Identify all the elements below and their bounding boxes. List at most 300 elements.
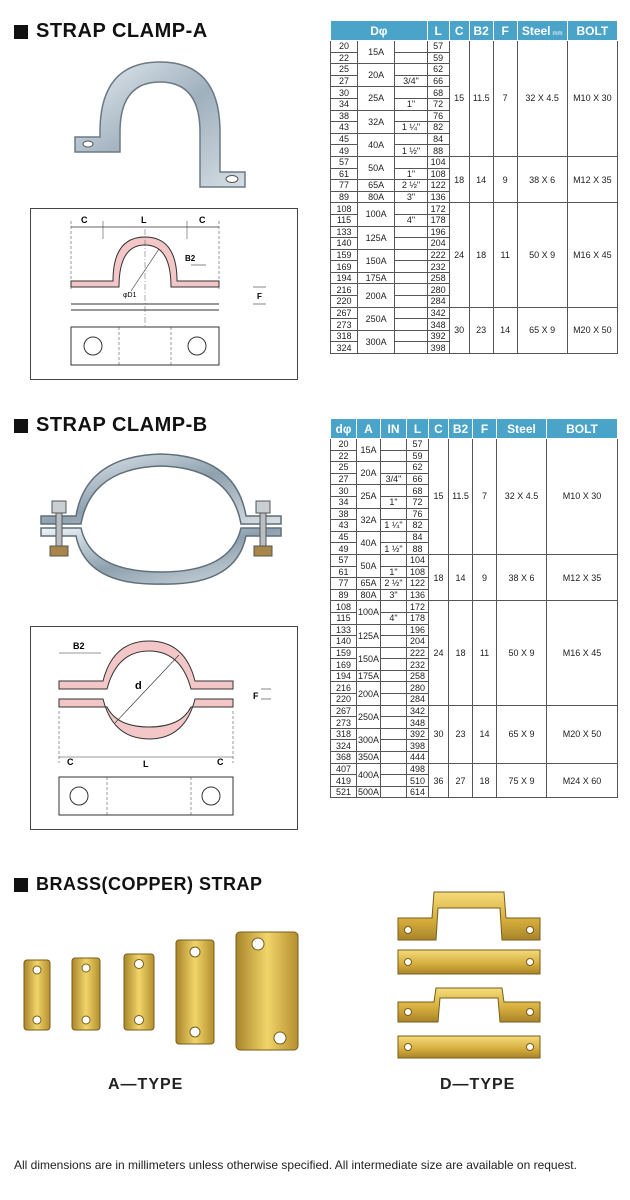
cell-in: 3"	[395, 191, 427, 203]
cell-a: 20A	[357, 462, 381, 485]
cell-in: 3/4"	[395, 75, 427, 87]
table-row	[331, 705, 618, 717]
cell-b2: 14	[469, 156, 493, 202]
cell-b2: 14	[449, 554, 473, 600]
cell-b2: 23	[469, 307, 493, 353]
cell-b2: 11.5	[449, 439, 473, 555]
cell-in	[395, 133, 427, 145]
cell-in	[381, 462, 407, 474]
cell-bolt: M10 X 30	[547, 439, 618, 555]
cell-in	[381, 682, 407, 694]
cell-d: 20	[331, 439, 357, 451]
cell-d: 140	[331, 636, 357, 648]
clamp-b-table	[330, 418, 618, 798]
table-row	[331, 763, 618, 775]
cell-l: 104	[427, 156, 449, 168]
cell-d: 30	[331, 87, 358, 99]
cell-d: 61	[331, 566, 357, 578]
table-row	[331, 554, 618, 566]
cell-l: 348	[427, 319, 449, 331]
cell-l: 510	[407, 775, 429, 787]
cell-d: 38	[331, 508, 357, 520]
cell-a: 500A	[357, 787, 380, 798]
cell-d: 169	[331, 659, 357, 671]
cell-a: 32A	[358, 110, 395, 133]
cell-in	[395, 261, 427, 273]
cell-l: 204	[427, 238, 449, 250]
cell-l: 172	[407, 601, 429, 613]
cell-l: 342	[407, 705, 429, 717]
cell-d: 318	[331, 330, 358, 342]
cell-steel: 65 X 9	[517, 307, 567, 353]
cell-l: 392	[427, 330, 449, 342]
cell-in	[395, 87, 427, 99]
cell-l: 222	[427, 249, 449, 261]
cell-b2: 23	[449, 705, 473, 763]
cell-d: 20	[331, 41, 358, 53]
cell-steel: 38 X 6	[497, 554, 547, 600]
cell-in: 3"	[381, 589, 407, 601]
cell-in	[395, 52, 427, 64]
cell-d: 38	[331, 110, 358, 122]
cell-d: 45	[331, 133, 358, 145]
cell-l: 498	[407, 763, 429, 775]
cell-c: 30	[449, 307, 469, 353]
cell-in	[395, 238, 427, 250]
cell-a: 50A	[358, 156, 395, 179]
cell-d: 133	[331, 226, 358, 238]
cell-l: 72	[427, 98, 449, 110]
cell-d: 169	[331, 261, 358, 273]
cell-in	[381, 705, 407, 717]
cell-f: 11	[473, 601, 497, 705]
cell-d: 27	[331, 473, 357, 485]
dim-label-b2: B2	[185, 254, 196, 263]
cell-a: 40A	[358, 133, 395, 156]
cell-d: 89	[331, 191, 358, 203]
cell-steel: 32 X 4.5	[517, 41, 567, 157]
cell-steel: 65 X 9	[497, 705, 547, 763]
cell-b2: 18	[449, 601, 473, 705]
dim-label-d1: φD1	[123, 292, 137, 299]
cell-in	[381, 740, 407, 752]
brass-a-type-photo	[18, 928, 308, 1058]
cell-steel: 50 X 9	[517, 203, 567, 307]
cell-in: 1"	[381, 496, 407, 508]
cell-d: 324	[331, 342, 358, 354]
cell-d: 49	[331, 145, 358, 157]
cell-steel: 75 X 9	[497, 763, 547, 798]
cell-l: 444	[407, 752, 429, 764]
d-type-label: D—TYPE	[440, 1076, 516, 1093]
table-header-row	[331, 419, 618, 439]
cell-d: 43	[331, 122, 358, 134]
cell-in	[395, 284, 427, 296]
cell-d: 419	[331, 775, 357, 787]
cell-a: 350A	[357, 752, 380, 763]
cell-l: 136	[407, 589, 429, 601]
cell-l: 178	[407, 612, 429, 624]
cell-l: 82	[427, 122, 449, 134]
col-header-l: L	[407, 419, 429, 439]
cell-in	[381, 728, 407, 740]
cell-a: 100A	[357, 601, 381, 624]
cell-a: 25A	[358, 87, 395, 110]
cell-a: 150A	[358, 249, 395, 272]
cell-in	[395, 64, 427, 76]
dim-label-l: L	[141, 215, 147, 225]
dim-label-f: F	[257, 292, 262, 301]
dim-label-d: d	[135, 680, 142, 692]
cell-bolt: M12 X 35	[567, 156, 617, 202]
cell-in	[381, 763, 407, 775]
cell-bolt: M20 X 50	[547, 705, 618, 763]
cell-in	[381, 439, 407, 451]
col-header-bolt: BOLT	[567, 21, 617, 41]
cell-c: 24	[429, 601, 449, 705]
cell-d: 108	[331, 601, 357, 613]
cell-l: 66	[407, 473, 429, 485]
col-header-f: F	[493, 21, 517, 41]
cell-l: 122	[407, 578, 429, 590]
cell-d: 49	[331, 543, 357, 555]
cell-in	[395, 272, 427, 284]
col-header-b2: B2	[469, 21, 493, 41]
cell-d: 159	[331, 647, 357, 659]
cell-d: 27	[331, 75, 358, 87]
cell-a: 125A	[358, 226, 395, 249]
cell-b2: 27	[449, 763, 473, 798]
cell-d: 108	[331, 203, 358, 215]
cell-c: 15	[429, 439, 449, 555]
table-row	[331, 601, 618, 613]
cell-d: 216	[331, 682, 357, 694]
cell-l: 62	[427, 64, 449, 76]
cell-a: 400A	[357, 763, 381, 786]
col-header-c: C	[449, 21, 469, 41]
cell-l: 68	[427, 87, 449, 99]
dim-label-f: F	[253, 691, 259, 701]
cell-in	[395, 296, 427, 308]
cell-in	[381, 485, 407, 497]
cell-in: 4"	[395, 214, 427, 226]
cell-in	[381, 601, 407, 613]
cell-c: 24	[449, 203, 469, 307]
square-bullet-icon	[14, 25, 28, 39]
clamp-b-photo	[16, 446, 302, 586]
cell-f: 14	[473, 705, 497, 763]
cell-a: 250A	[358, 307, 395, 330]
cell-a: 15A	[357, 439, 381, 462]
cell-d: 324	[331, 740, 357, 752]
cell-l: 57	[407, 439, 429, 451]
cell-bolt: M24 X 60	[547, 763, 618, 798]
cell-a: 200A	[357, 682, 381, 705]
cell-b2: 11.5	[469, 41, 493, 157]
cell-a: 300A	[358, 330, 395, 353]
cell-d: 521	[331, 786, 357, 798]
clamp-a-table	[330, 20, 618, 354]
cell-in: 1"	[395, 98, 427, 110]
cell-f: 9	[473, 554, 497, 600]
cell-a: 150A	[357, 647, 381, 670]
cell-in	[381, 752, 407, 764]
col-header-steel: Steel mm	[517, 21, 567, 41]
cell-l: 392	[407, 728, 429, 740]
cell-l: 84	[407, 531, 429, 543]
cell-l: 76	[427, 110, 449, 122]
cell-in: 1"	[395, 168, 427, 180]
cell-bolt: M10 X 30	[567, 41, 617, 157]
cell-d: 267	[331, 705, 357, 717]
cell-d: 267	[331, 307, 358, 319]
cell-l: 59	[407, 450, 429, 462]
square-bullet-icon	[14, 419, 28, 433]
cell-bolt: M20 X 50	[567, 307, 617, 353]
col-header-d: dφ	[331, 419, 357, 439]
table-row	[331, 156, 618, 168]
cell-in: 4"	[381, 612, 407, 624]
col-header-a: A	[357, 419, 381, 439]
cell-a: 125A	[357, 624, 381, 647]
cell-a: 32A	[357, 508, 381, 531]
cell-d: 133	[331, 624, 357, 636]
cell-d: 273	[331, 717, 357, 729]
clamp-a-title: STRAP CLAMP-A	[14, 20, 208, 43]
cell-l: 108	[427, 168, 449, 180]
cell-d: 194	[331, 272, 358, 284]
table-row	[331, 439, 618, 451]
cell-in	[381, 694, 407, 706]
cell-in	[381, 775, 407, 787]
cell-in	[395, 110, 427, 122]
cell-l: 76	[407, 508, 429, 520]
cell-l: 84	[427, 133, 449, 145]
cell-f: 7	[493, 41, 517, 157]
cell-a: 65A	[357, 578, 381, 590]
cell-l: 342	[427, 307, 449, 319]
cell-l: 204	[407, 636, 429, 648]
cell-a: 25A	[357, 485, 381, 508]
cell-l: 232	[427, 261, 449, 273]
cell-in	[381, 670, 407, 682]
cell-a: 100A	[358, 203, 395, 226]
cell-bolt: M16 X 45	[547, 601, 618, 705]
dim-label-l: L	[143, 759, 149, 769]
cell-in	[381, 531, 407, 543]
cell-a: 15A	[358, 41, 395, 64]
cell-in	[395, 342, 427, 354]
table-header-row	[331, 21, 618, 41]
cell-in	[395, 330, 427, 342]
square-bullet-icon	[14, 878, 28, 892]
cell-bolt: M12 X 35	[547, 554, 618, 600]
cell-in	[395, 156, 427, 168]
clamp-b-drawing	[30, 626, 298, 830]
col-header-bolt: BOLT	[547, 419, 618, 439]
cell-l: 104	[407, 554, 429, 566]
cell-d: 22	[331, 52, 358, 64]
cell-d: 43	[331, 520, 357, 532]
table-row	[331, 41, 618, 53]
table-row	[331, 203, 618, 215]
col-header-c: C	[429, 419, 449, 439]
cell-l: 398	[407, 740, 429, 752]
cell-d: 45	[331, 531, 357, 543]
cell-l: 68	[407, 485, 429, 497]
cell-d: 25	[331, 64, 358, 76]
col-header-in: IN	[381, 419, 407, 439]
col-header-steel: Steel	[497, 419, 547, 439]
brass-title: BRASS(COPPER) STRAP	[14, 874, 263, 895]
cell-l: 258	[427, 272, 449, 284]
brass-d-type-photo	[394, 886, 544, 1066]
cell-a: 50A	[357, 554, 381, 577]
cell-l: 66	[427, 75, 449, 87]
cell-l: 258	[407, 670, 429, 682]
col-header-d: Dφ	[331, 21, 428, 41]
cell-d: 318	[331, 728, 357, 740]
cell-c: 15	[449, 41, 469, 157]
cell-l: 280	[407, 682, 429, 694]
cell-d: 140	[331, 238, 358, 250]
cell-l: 57	[427, 41, 449, 53]
cell-d: 115	[331, 214, 358, 226]
cell-in	[395, 307, 427, 319]
cell-l: 614	[407, 786, 429, 798]
cell-l: 196	[427, 226, 449, 238]
cell-in: 1 ¼"	[381, 520, 407, 532]
cell-in	[381, 786, 407, 798]
cell-a: 40A	[357, 531, 381, 554]
footnote: All dimensions are in millimeters unless otherwise specified. All intermediate size are available on request.	[14, 1158, 577, 1172]
cell-f: 7	[473, 439, 497, 555]
cell-in	[381, 450, 407, 462]
cell-f: 14	[493, 307, 517, 353]
cell-c: 36	[429, 763, 449, 798]
cell-d: 34	[331, 98, 358, 110]
cell-l: 82	[407, 520, 429, 532]
cell-b2: 18	[469, 203, 493, 307]
cell-d: 273	[331, 319, 358, 331]
cell-d: 34	[331, 496, 357, 508]
clamp-a-drawing	[30, 208, 298, 380]
cell-in	[381, 636, 407, 648]
cell-a: 65A	[358, 180, 395, 192]
cell-d: 368	[331, 752, 357, 764]
clamp-a-photo	[60, 52, 260, 192]
cell-l: 88	[407, 543, 429, 555]
dim-label-c-left: C	[81, 215, 88, 225]
cell-d: 57	[331, 156, 358, 168]
table-row	[331, 307, 618, 319]
cell-in: 1 ½"	[395, 145, 427, 157]
a-type-label: A—TYPE	[108, 1076, 184, 1093]
cell-in	[395, 226, 427, 238]
cell-c: 18	[449, 156, 469, 202]
cell-a: 250A	[357, 705, 381, 728]
cell-l: 348	[407, 717, 429, 729]
cell-a: 175A	[357, 671, 380, 682]
cell-l: 122	[427, 180, 449, 192]
cell-in: 3/4"	[381, 473, 407, 485]
cell-in: 1 ½"	[381, 543, 407, 555]
cell-l: 284	[427, 296, 449, 308]
cell-d: 216	[331, 284, 358, 296]
cell-in	[395, 249, 427, 261]
cell-c: 30	[429, 705, 449, 763]
cell-d: 57	[331, 554, 357, 566]
cell-l: 172	[427, 203, 449, 215]
cell-d: 159	[331, 249, 358, 261]
cell-in	[381, 508, 407, 520]
cell-l: 280	[427, 284, 449, 296]
cell-d: 61	[331, 168, 358, 180]
cell-l: 178	[427, 214, 449, 226]
cell-bolt: M16 X 45	[567, 203, 617, 307]
cell-l: 196	[407, 624, 429, 636]
cell-in	[381, 647, 407, 659]
cell-d: 89	[331, 589, 357, 601]
col-header-l: L	[427, 21, 449, 41]
clamp-b-title: STRAP CLAMP-B	[14, 414, 208, 437]
cell-a: 80A	[358, 191, 395, 203]
cell-in	[381, 624, 407, 636]
cell-d: 220	[331, 296, 358, 308]
cell-l: 222	[407, 647, 429, 659]
cell-c: 18	[429, 554, 449, 600]
cell-d: 220	[331, 694, 357, 706]
cell-a: 175A	[358, 272, 395, 284]
cell-l: 88	[427, 145, 449, 157]
cell-l: 62	[407, 462, 429, 474]
cell-a: 20A	[358, 64, 395, 87]
cell-steel: 38 X 6	[517, 156, 567, 202]
cell-l: 284	[407, 694, 429, 706]
cell-l: 232	[407, 659, 429, 671]
cell-l: 136	[427, 191, 449, 203]
col-header-b2: B2	[449, 419, 473, 439]
cell-in	[395, 41, 427, 53]
cell-f: 18	[473, 763, 497, 798]
cell-in	[381, 554, 407, 566]
cell-in	[381, 717, 407, 729]
cell-a: 300A	[357, 728, 381, 751]
cell-in: 1 ¼"	[395, 122, 427, 134]
cell-d: 407	[331, 763, 357, 775]
cell-f: 9	[493, 156, 517, 202]
dim-label-b2: B2	[73, 641, 85, 651]
cell-a: 200A	[358, 284, 395, 307]
cell-d: 30	[331, 485, 357, 497]
col-header-f: F	[473, 419, 497, 439]
cell-in	[395, 203, 427, 215]
cell-d: 194	[331, 670, 357, 682]
dim-label-c-left: C	[67, 757, 74, 767]
cell-f: 11	[493, 203, 517, 307]
cell-in	[395, 319, 427, 331]
cell-steel: 32 X 4.5	[497, 439, 547, 555]
cell-d: 77	[331, 578, 357, 590]
cell-l: 108	[407, 566, 429, 578]
cell-l: 59	[427, 52, 449, 64]
cell-in: 2 ½"	[381, 578, 407, 590]
cell-d: 77	[331, 180, 358, 192]
cell-a: 80A	[357, 589, 381, 601]
cell-in: 2 ½"	[395, 180, 427, 192]
cell-d: 22	[331, 450, 357, 462]
cell-d: 115	[331, 612, 357, 624]
